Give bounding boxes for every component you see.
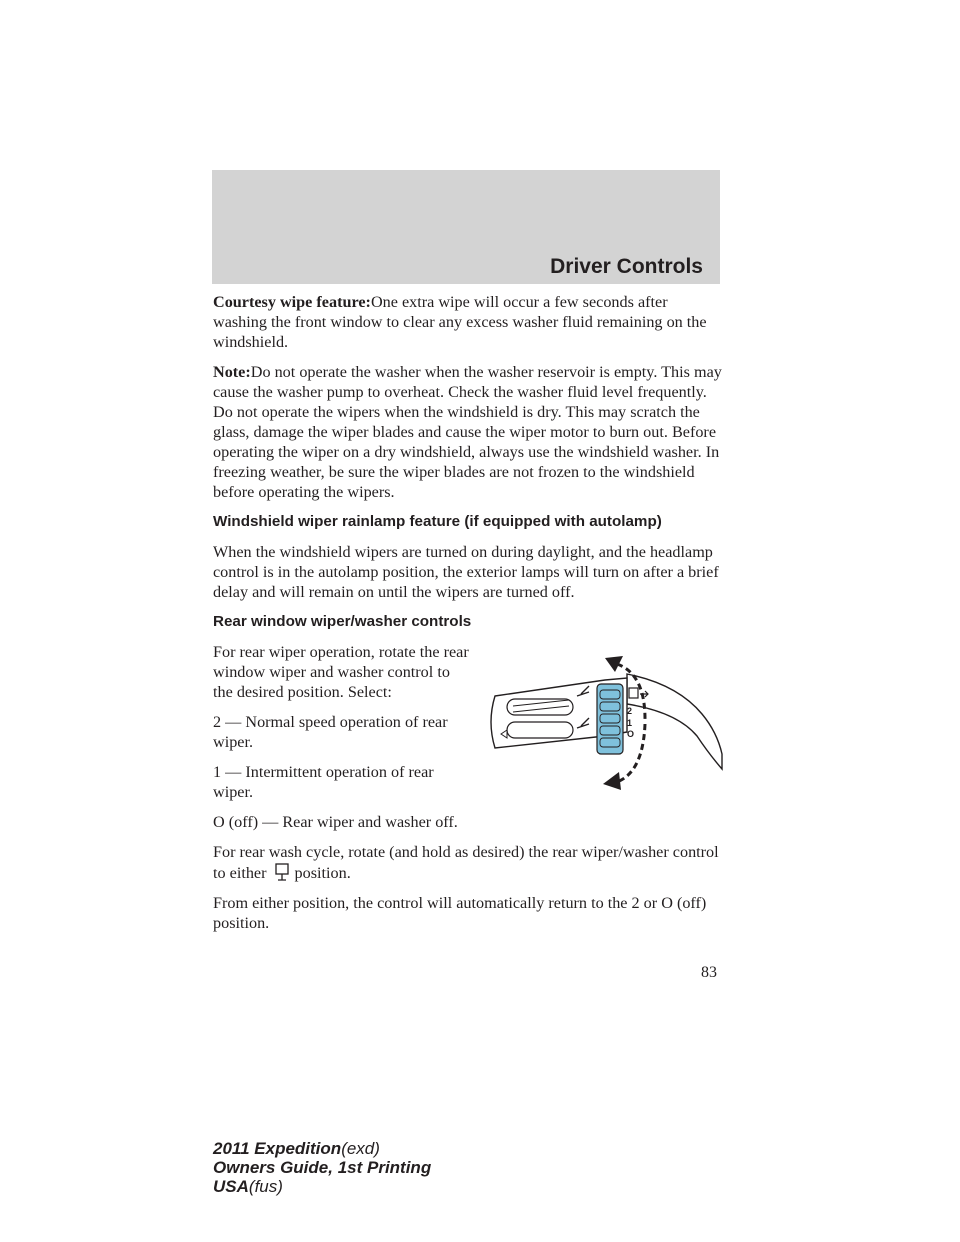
- rear-wiper-intro: For rear wiper operation, rotate the rear window wiper and washer control to the desired position. Select:: [213, 643, 469, 701]
- courtesy-wipe-text: One extra wipe will occur a few seconds after washing the front window to clear any excess washer fluid remaining on the windshield.: [213, 293, 707, 351]
- rainlamp-paragraph: When the windshield wipers are turned on during daylight, and the headlamp control is in the autolamp position, the exterior lamps will turn on after a brief delay and will remain on until the wipers are turned off.: [213, 543, 719, 601]
- note-text: Do not operate the washer when the washer reservoir is empty. This may cause the washer pump to overheat. Check the washer fluid level frequently. Do not operate the wipers when the windshield is dry. This may scratch the glass, damage the wiper blades and cause the wiper motor to burn out. Before operating the wiper on a dry windshield, always use the windshield washer. In freezing weather, be sure the wiper blades are not frozen to the windshield before operating the wipers.: [213, 363, 722, 501]
- ring-label-1: 1: [627, 718, 633, 728]
- rear-washer-symbol-icon: [271, 862, 295, 882]
- rear-wash-text-a: For rear wash cycle, rotate (and hold as desired) the rear wiper/washer control to either: [213, 843, 719, 882]
- footer-line-2: Owners Guide, 1st Printing: [213, 1158, 432, 1177]
- rear-wiper-speed-2: 2 — Normal speed operation of rear wiper.: [213, 713, 448, 751]
- note-paragraph: [213, 362, 723, 502]
- rear-wash-paragraph: [213, 842, 723, 883]
- footer-line-1: 2011 Expedition(exd): [213, 1139, 380, 1158]
- rear-wiper-heading: Rear window wiper/washer controls: [213, 613, 472, 630]
- courtesy-wipe-paragraph: [213, 292, 723, 352]
- rainlamp-heading: Windshield wiper rainlamp feature (if equipped with autolamp): [213, 513, 662, 530]
- section-header: [212, 170, 720, 284]
- ring-label-o: O: [627, 729, 635, 739]
- ring-label-2: 2: [627, 706, 633, 716]
- return-position-paragraph: From either position, the control will automatically return to the 2 or O (off) position.: [213, 894, 707, 932]
- wiper-control-figure: [477, 644, 739, 794]
- print-footer: [213, 1139, 431, 1196]
- rear-wiper-speed-1: 1 — Intermittent operation of rear wiper.: [213, 763, 434, 801]
- page-number: 83: [701, 964, 717, 981]
- rear-wiper-ring: [597, 684, 623, 754]
- note-label: Note:: [213, 363, 251, 381]
- rear-wiper-off: O (off) — Rear wiper and washer off.: [213, 813, 458, 831]
- page-content: [213, 292, 723, 943]
- footer-line-3: USA(fus): [213, 1177, 283, 1196]
- courtesy-wipe-label: Courtesy wipe feature:: [213, 293, 371, 311]
- rear-wash-text-b: position.: [294, 864, 351, 882]
- section-title: Driver Controls: [550, 255, 703, 278]
